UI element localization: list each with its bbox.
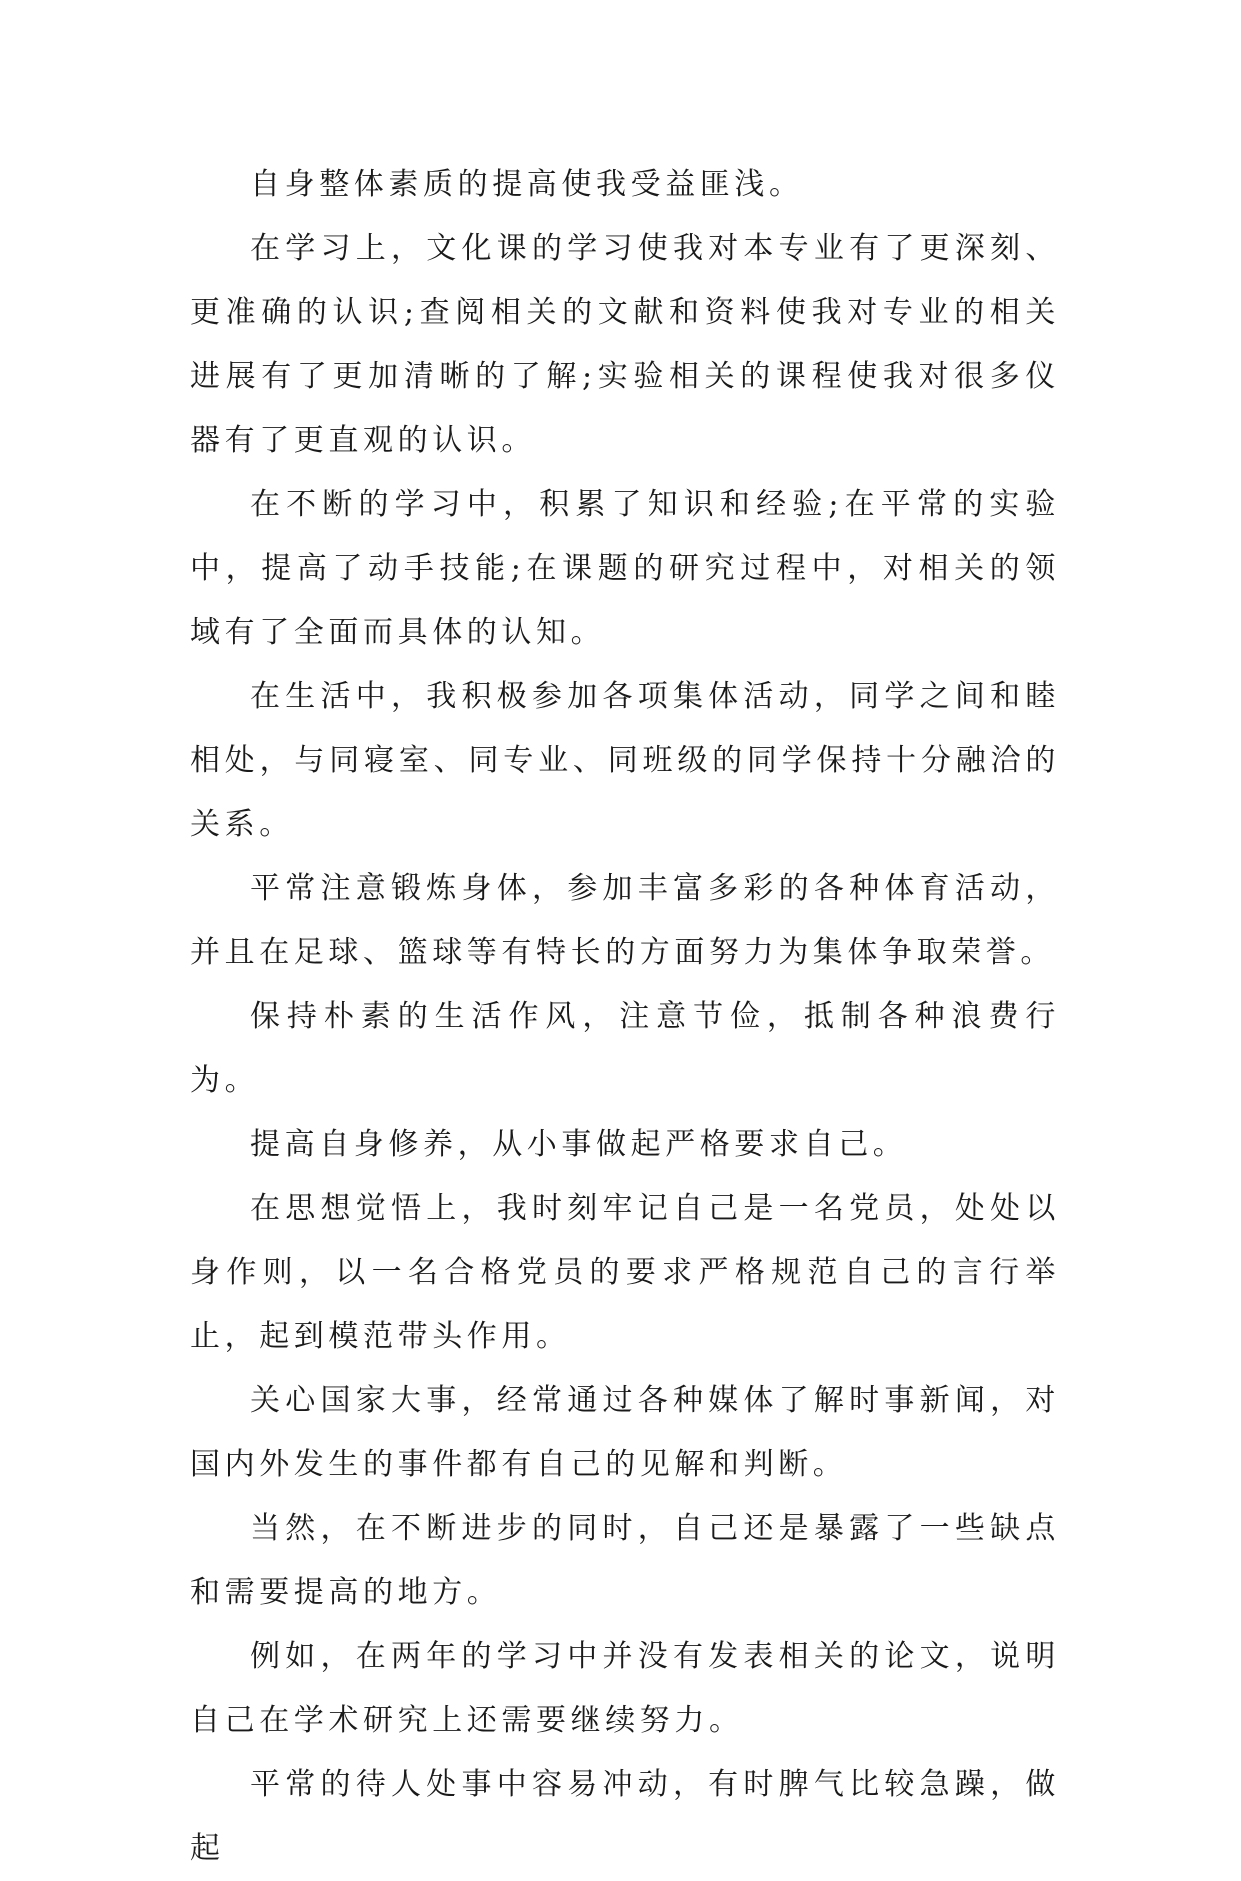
paragraph: 自身整体素质的提高使我受益匪浅。 — [250, 167, 804, 202]
paragraph: 当然，在不断进步的同时，自己还是暴露了一些缺点和需要提高的地方。 — [190, 1511, 1060, 1610]
paragraph: 例如，在两年的学习中并没有发表相关的论文，说明自己在学术研究上还需要继续努力。 — [190, 1639, 1060, 1738]
paragraph: 平常注意锻炼身体，参加丰富多彩的各种体育活动，并且在足球、篮球等有特长的方面努力为集体争取荣誉。 — [190, 871, 1060, 970]
document-body — [190, 153, 1060, 1881]
paragraph: 在思想觉悟上，我时刻牢记自己是一名党员，处处以身作则，以一名合格党员的要求严格规范自己的言行举止，起到模范带头作用。 — [190, 1191, 1060, 1354]
paragraph: 在生活中，我积极参加各项集体活动，同学之间和睦相处，与同寝室、同专业、同班级的同学保持十分融洽的关系。 — [190, 679, 1060, 842]
paragraph: 在不断的学习中，积累了知识和经验;在平常的实验中，提高了动手技能;在课题的研究过程中，对相关的领域有了全面而具体的认知。 — [190, 487, 1060, 650]
paragraph: 在学习上，文化课的学习使我对本专业有了更深刻、更准确的认识;查阅相关的文献和资料使我对专业的相关进展有了更加清晰的了解;实验相关的课程使我对很多仪器有了更直观的认识。 — [190, 231, 1060, 458]
paragraph: 平常的待人处事中容易冲动，有时脾气比较急躁，做起 — [190, 1767, 1060, 1866]
paragraph: 关心国家大事，经常通过各种媒体了解时事新闻，对国内外发生的事件都有自己的见解和判断。 — [190, 1383, 1060, 1482]
paragraph: 提高自身修养，从小事做起严格要求自己。 — [250, 1127, 908, 1162]
paragraph: 保持朴素的生活作风，注意节俭，抵制各种浪费行为。 — [190, 999, 1060, 1098]
